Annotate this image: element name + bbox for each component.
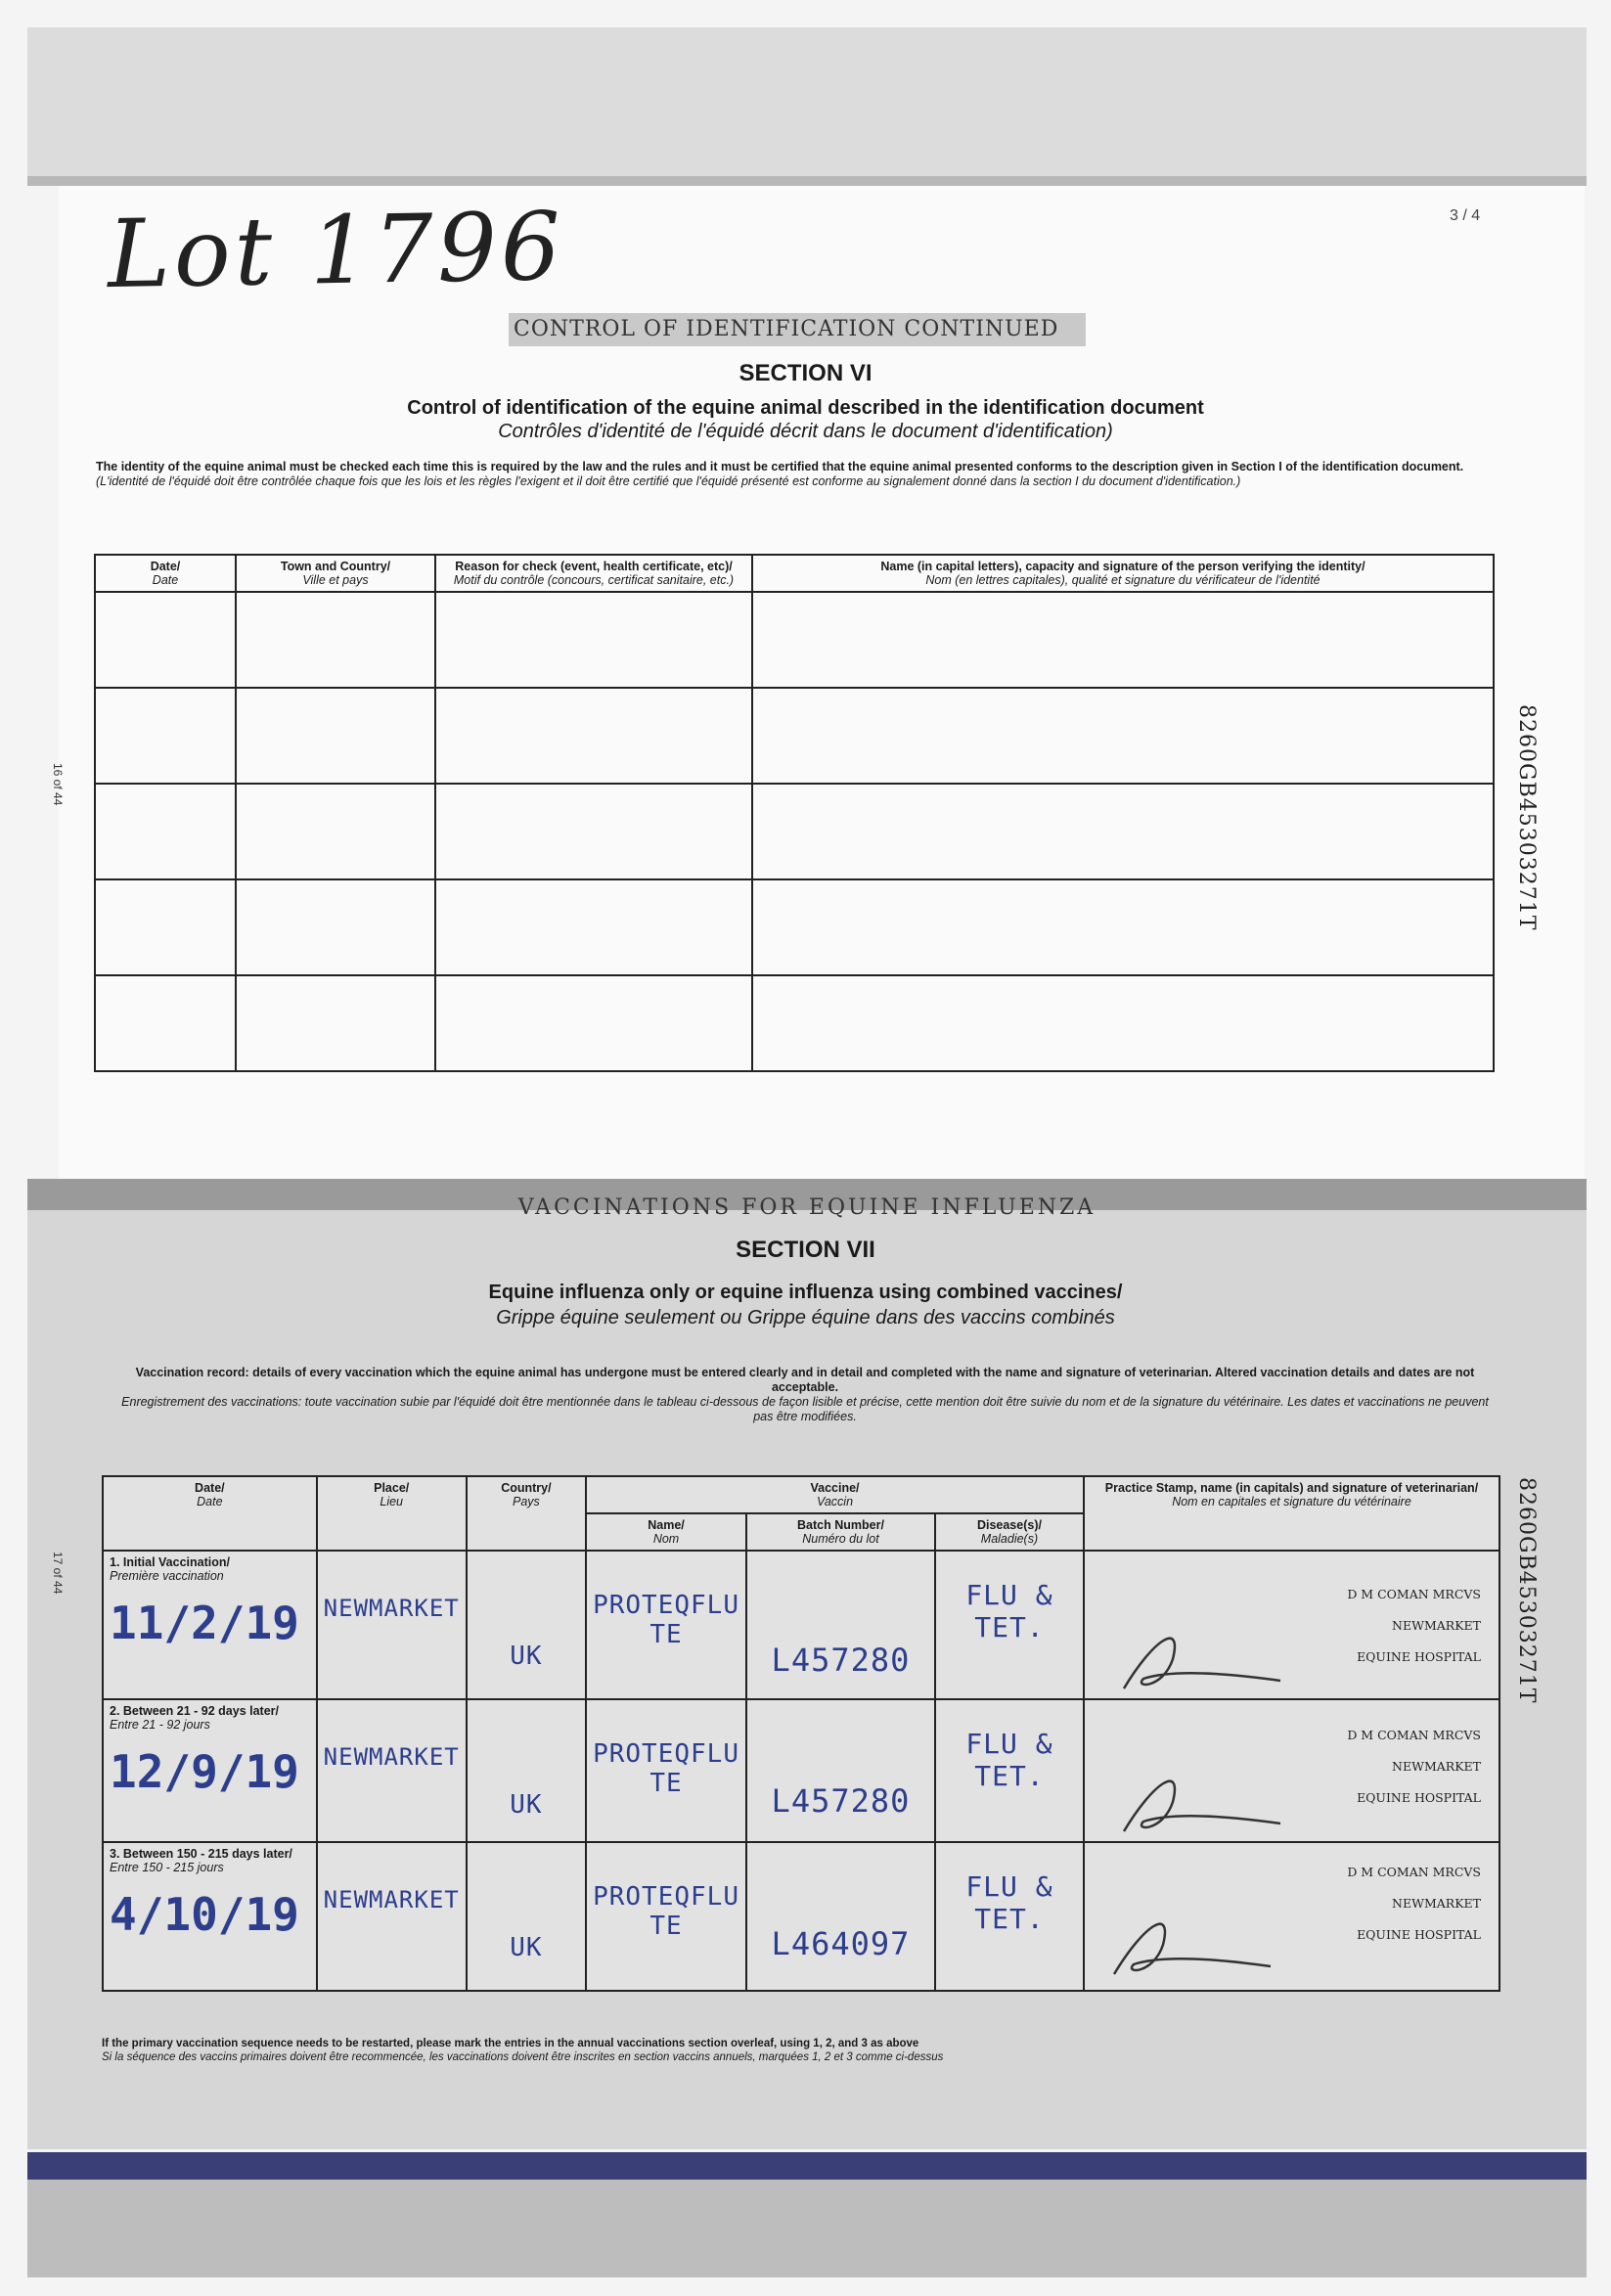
section-vi-band-heading: CONTROL OF IDENTIFICATION CONTINUED — [514, 317, 1059, 341]
table-cell[interactable] — [95, 975, 236, 1071]
vaccination-date: 4/10/19 — [110, 1888, 299, 1941]
col-place: Place/ Lieu — [317, 1476, 467, 1551]
footnote-fr: Si la séquence des vaccins primaires doivent être recommencée, les vaccinations doivent être inscrites en section vaccins annuels, marquées 1, 2 et 3 comme ci-dessus — [102, 2051, 944, 2063]
table-cell[interactable] — [95, 784, 236, 879]
col-vaccine-name: Name/ Nom — [586, 1513, 746, 1551]
table-cell[interactable] — [435, 688, 752, 784]
col-disease: Disease(s)/ Maladie(s) — [935, 1513, 1084, 1551]
col-country: Country/ Pays — [467, 1476, 586, 1551]
section-vi-intro — [96, 460, 1475, 489]
stamp-line: NEWMARKET — [1392, 1896, 1481, 1911]
table-cell[interactable] — [752, 975, 1494, 1071]
stamp-line: NEWMARKET — [1392, 1759, 1481, 1774]
table-row — [95, 975, 1494, 1071]
vaccine-name-cell[interactable]: PROTEQFLU TE — [586, 1842, 746, 1991]
batch-number-cell[interactable]: L457280 — [746, 1699, 935, 1842]
table-cell[interactable] — [95, 879, 236, 975]
vaccination-date: 12/9/19 — [110, 1745, 299, 1798]
table-cell[interactable] — [95, 592, 236, 688]
col-batch-number: Batch Number/ Numéro du lot — [746, 1513, 935, 1551]
section-vii-title: SECTION VII — [736, 1237, 875, 1263]
stamp-line: NEWMARKET — [1392, 1618, 1481, 1633]
stamp-line: EQUINE HOSPITAL — [1357, 1649, 1481, 1664]
stamp-line: EQUINE HOSPITAL — [1357, 1927, 1481, 1942]
scan-bottom-edge — [27, 2180, 1587, 2277]
disease-cell[interactable]: FLU & TET. — [935, 1699, 1084, 1842]
vaccination-footnote — [102, 2037, 943, 2064]
vaccine-name-cell[interactable]: PROTEQFLU TE — [586, 1699, 746, 1842]
table-cell[interactable] — [435, 879, 752, 975]
table-cell[interactable] — [236, 592, 435, 688]
disease-cell[interactable]: FLU & TET. — [935, 1551, 1084, 1699]
table-row — [103, 1699, 1499, 1842]
section-vi-title: SECTION VI — [738, 360, 873, 386]
row-label-second: 2. Between 21 - 92 days later/ Entre 21 - 92 jours 12/9/19 — [103, 1699, 317, 1842]
place-cell[interactable]: NEWMARKET — [317, 1699, 467, 1842]
country-cell[interactable]: UK — [467, 1699, 586, 1842]
col-stamp: Practice Stamp, name (in capitals) and signature of veterinarian/ Nom en capitales et signature du vétérinaire — [1084, 1476, 1499, 1551]
side-reference-number: 8260GB45303271T — [1514, 1477, 1539, 1704]
side-reference-number: 8260GB45303271T — [1514, 704, 1539, 931]
table-cell[interactable] — [236, 688, 435, 784]
table-cell[interactable] — [435, 784, 752, 879]
col-reason: Reason for check (event, health certificate, etc)/ Motif du contrôle (concours, certificat sanitaire, etc.) — [435, 555, 752, 592]
stamp-line: EQUINE HOSPITAL — [1357, 1790, 1481, 1805]
handwritten-lot-number: Lot 1796 — [107, 191, 565, 310]
table-row — [95, 784, 1494, 879]
table-row — [103, 1551, 1499, 1699]
col-vaccine: Vaccine/ Vaccin — [586, 1476, 1084, 1513]
table-cell[interactable] — [435, 975, 752, 1071]
disease-cell[interactable]: FLU & TET. — [935, 1842, 1084, 1991]
table-cell[interactable] — [752, 592, 1494, 688]
vaccination-record-fr: Enregistrement des vaccinations: toute vaccination subie par l'équidé doit être mentionnée dans le tableau ci-dessous de façon lisible et précise, cette mention doit être suivie du nom et de la signature du vétérinaire. Les dates et vaccinations ne peuvent pas être modifiées. — [121, 1395, 1489, 1423]
col-date: Date/ Date — [103, 1476, 317, 1551]
vaccination-table — [102, 1475, 1500, 1992]
vet-stamp-cell[interactable] — [1084, 1842, 1499, 1991]
place-cell[interactable]: NEWMARKET — [317, 1551, 467, 1699]
side-page-number: 17 of 44 — [51, 1552, 65, 1595]
section-vii-subtitle-fr: Grippe équine seulement ou Grippe équine dans des vaccins combinés — [496, 1307, 1115, 1328]
page-marker: 3 / 4 — [1450, 207, 1481, 224]
identification-check-table — [94, 554, 1495, 1072]
table-header-row — [95, 555, 1494, 592]
vet-stamp-cell[interactable] — [1084, 1551, 1499, 1699]
stamp-line: D M COMAN MRCVS — [1347, 1728, 1481, 1742]
col-verifier: Name (in capital letters), capacity and signature of the person verifying the identity/ Nom (en lettres capitales), qualité et signature du vérificateur de l'identité — [752, 555, 1494, 592]
signature-icon — [1104, 1906, 1280, 1984]
col-town-country: Town and Country/ Ville et pays — [236, 555, 435, 592]
vet-stamp-cell[interactable] — [1084, 1699, 1499, 1842]
row-label-initial: 1. Initial Vaccination/ Première vaccination 11/2/19 — [103, 1551, 317, 1699]
table-row — [103, 1842, 1499, 1991]
table-cell[interactable] — [435, 592, 752, 688]
vaccination-record-intro — [115, 1366, 1495, 1424]
stamp-line: D M COMAN MRCVS — [1347, 1587, 1481, 1601]
batch-number-cell[interactable]: L457280 — [746, 1551, 935, 1699]
scan-bottom-band — [27, 2152, 1587, 2180]
table-row — [95, 879, 1494, 975]
table-cell[interactable] — [752, 879, 1494, 975]
section-vii-subtitle-en: Equine influenza only or equine influenza using combined vaccines/ — [488, 1282, 1123, 1303]
country-cell[interactable]: UK — [467, 1842, 586, 1991]
table-header-row — [103, 1476, 1499, 1513]
table-cell[interactable] — [236, 784, 435, 879]
section-vi-intro-fr: (L'identité de l'équidé doit être contrôlée chaque fois que les lois et les règles l'exigent et il doit être certifié que l'équidé présenté est conforme au signalement donné dans la section I du document d'identification.) — [96, 474, 1241, 488]
stamp-line: D M COMAN MRCVS — [1347, 1865, 1481, 1879]
col-date: Date/ Date — [95, 555, 236, 592]
vaccination-record-en: Vaccination record: details of every vaccination which the equine animal has undergone must be entered clearly and in detail and completed with the name and signature of veterinarian. Altered vaccination details and dates are not acceptable. — [135, 1366, 1475, 1394]
section-vi-subtitle-en: Control of identification of the equine animal described in the identification document — [407, 397, 1204, 419]
row-label-third: 3. Between 150 - 215 days later/ Entre 150 - 215 jours 4/10/19 — [103, 1842, 317, 1991]
footnote-en: If the primary vaccination sequence needs to be restarted, please mark the entries in the annual vaccinations section overleaf, using 1, 2, and 3 as above — [102, 2038, 919, 2049]
country-cell[interactable]: UK — [467, 1551, 586, 1699]
signature-icon — [1114, 1763, 1290, 1841]
table-row — [95, 592, 1494, 688]
table-row — [95, 688, 1494, 784]
scan-top-edge — [27, 176, 1587, 186]
table-cell[interactable] — [752, 784, 1494, 879]
place-cell[interactable]: NEWMARKET — [317, 1842, 467, 1991]
signature-icon — [1114, 1620, 1290, 1698]
table-cell[interactable] — [236, 879, 435, 975]
section-vii-band-heading: VACCINATIONS FOR EQUINE INFLUENZA — [517, 1195, 1096, 1220]
table-cell[interactable] — [95, 688, 236, 784]
vaccine-name-cell[interactable]: PROTEQFLU TE — [586, 1551, 746, 1699]
scan-top-band — [27, 27, 1587, 184]
vaccination-date: 11/2/19 — [110, 1597, 299, 1649]
batch-number-cell[interactable]: L464097 — [746, 1842, 935, 1991]
table-cell[interactable] — [236, 975, 435, 1071]
section-vi-intro-en: The identity of the equine animal must be checked each time this is required by the law and the rules and it must be certified that the equine animal presented conforms to the description given in Section I of the identification document. — [96, 460, 1464, 473]
table-cell[interactable] — [752, 688, 1494, 784]
side-page-number: 16 of 44 — [51, 763, 65, 806]
section-vi-subtitle-fr: Contrôles d'identité de l'équidé décrit dans le document d'identification) — [498, 421, 1113, 442]
